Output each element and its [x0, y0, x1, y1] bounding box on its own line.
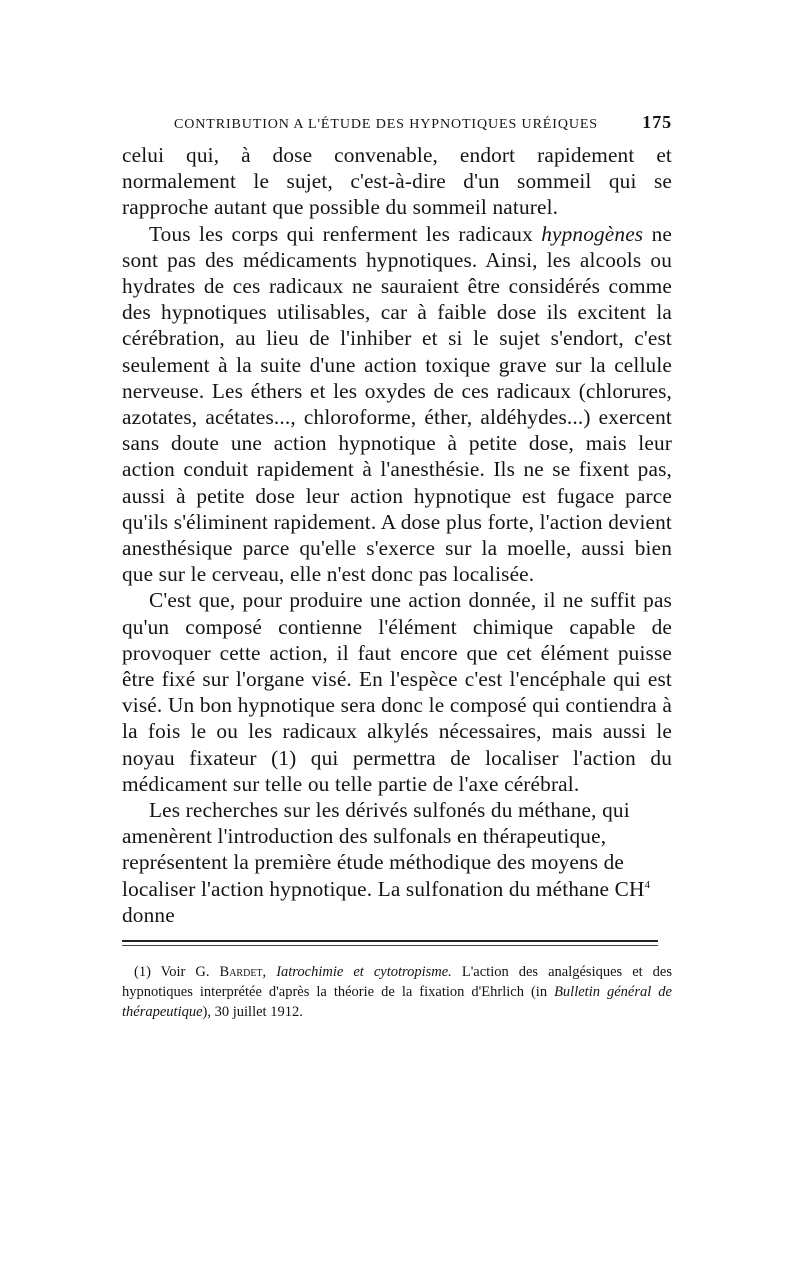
paragraph-3-text-a: C'est que, pour produire une action donnée, il ne suffit pas qu'un composé contienne l'élément chimique capable de provoquer cette action, il faut encore que cet élément puisse être fixé sur l'organe visé. En l'espèce c'est l'encéphale qui est visé. Un bon hypnotique sera donc le composé qui contiendra à la fois le ou les radicaux alkylés nécessaires, mais aussi le noyau fixateur — [122, 588, 672, 770]
footnote-reference: (1) — [271, 745, 297, 770]
footnote-rule-thin — [122, 945, 658, 946]
paragraph-2 — [122, 221, 672, 588]
page-number: 175 — [642, 112, 672, 132]
paragraph-3 — [122, 587, 672, 797]
footnote-body — [122, 962, 672, 1022]
footnote-text-d: ), 30 juillet 1912. — [202, 1004, 303, 1021]
footnote-text-c: L'action des analgésiques et des hypnotiques interprétée d'après la théorie de la fixation d'Ehrlich (in — [122, 964, 673, 1001]
paragraph-2-text-a: Tous les corps qui renferment les radicaux — [149, 221, 542, 246]
running-title: CONTRIBUTION A L'ÉTUDE DES HYPNOTIQUES URÉIQUES — [174, 117, 598, 132]
footnote-title-2: Bulletin général de thérapeutique — [122, 984, 672, 1021]
paragraph-4-text-a: Les recherches sur les dérivés sulfonés du méthane, qui amenèrent l'introduction des sulfonals en thérapeutique, représentent la première étude méthodique des moyens de localiser l'action hypnotique. La sulfonation du méthane CH — [122, 798, 645, 901]
footnote-text-a: Voir G. — [150, 964, 220, 981]
document-page — [122, 112, 672, 1022]
superscript: 4 — [644, 878, 651, 891]
paragraph-2-italic: hypnogènes — [541, 221, 644, 246]
paragraph-4 — [122, 797, 672, 928]
running-header — [122, 112, 672, 142]
footnote-title-1: Iatrochimie et cytotropisme. — [276, 964, 452, 981]
body-text — [122, 142, 672, 928]
footnote-author: Bardet — [219, 964, 263, 981]
paragraph-3-text-b: qui permettra de localiser l'action du médicament sur telle ou telle partie de l'axe cérébral. — [122, 745, 672, 796]
footnote-mark: (1) — [134, 964, 151, 981]
footnote — [122, 962, 672, 1022]
paragraph-4-text-b: donne — [122, 902, 175, 927]
footnote-rule-thick — [122, 940, 658, 942]
footnote-text-b: , — [262, 964, 277, 981]
paragraph-1: celui qui, à dose convenable, endort rapidement et normalement le sujet, c'est-à-dire d'un sommeil qui se rapproche autant que possible du sommeil naturel. — [122, 143, 672, 220]
paragraph-2-text-b: ne sont pas des médicaments hypnotiques. Ainsi, les alcools ou hydrates de ces radicaux ne sauraient être considérés comme des hypnotiques utilisables, car à faible dose ils excitent la cérébration, au lieu de l'inhiber et si le sujet s'endort, c'est seulement à la suite d'une action toxique grave sur la cellule nerveuse. Les éthers et les oxydes de ces radicaux (chlorures, azotates, acétates..., chloroforme, éther, aldéhydes...) exercent sans doute une action hypnotique à petite dose, mais leur action conduit rapidement à l'anesthésie. Ils ne se fixent pas, aussi à petite dose leur action hypnotique est fugace parce qu'ils s'éliminent rapidement. A dose plus forte, l'action devient anesthésique parce qu'elle s'exerce sur la moelle, aussi bien que sur le cerveau, elle n'est donc pas localisée. — [122, 221, 672, 587]
